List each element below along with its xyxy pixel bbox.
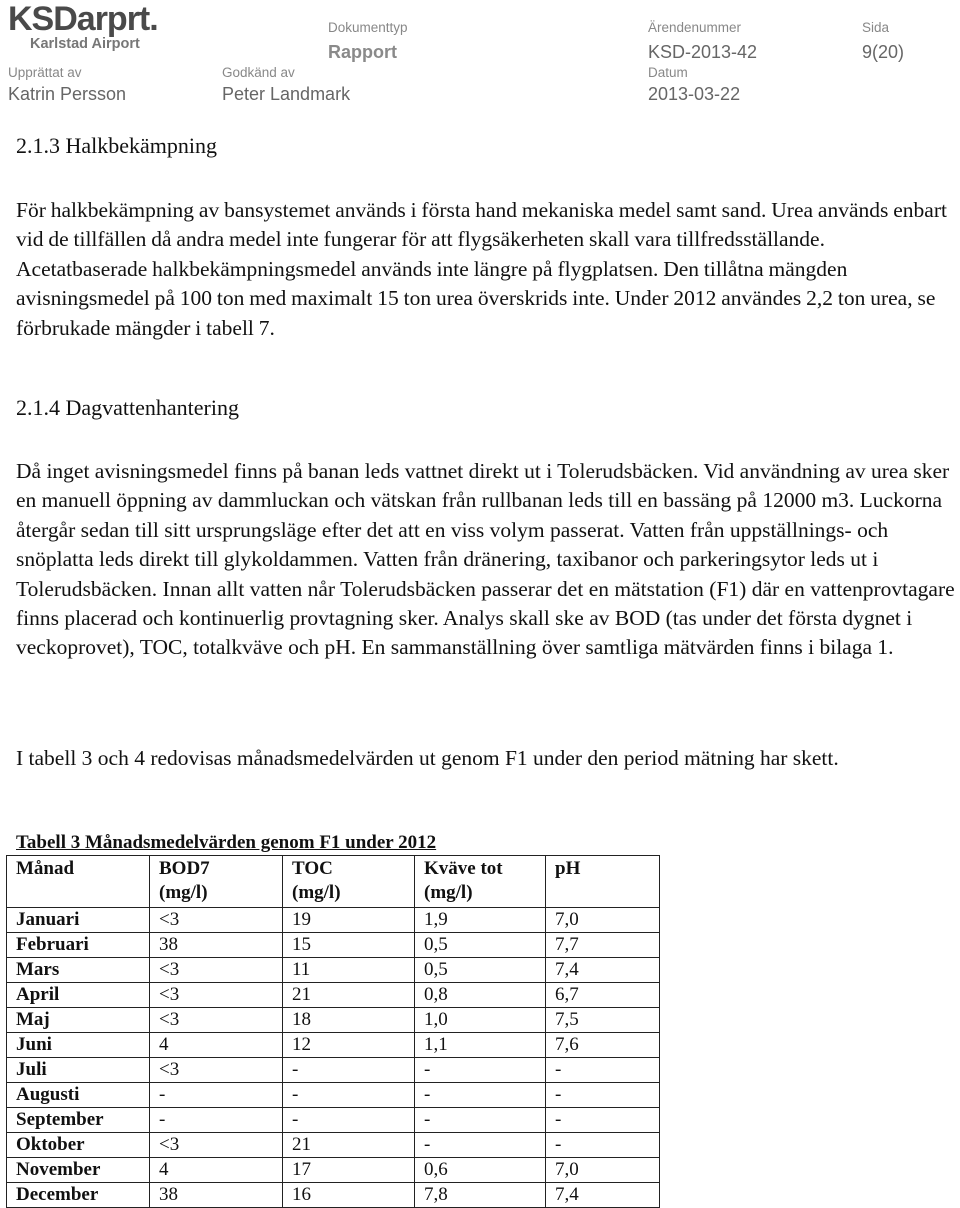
table-row <box>7 1058 660 1083</box>
cell-n: 0,5 <box>415 933 546 958</box>
section-paragraph-halkbekampning: För halkbekämpning av bansystemet används i första hand mekaniska medel samt sand. Urea används enbart vid de tillfällen då andra medel inte fungerar för att flygsäkerheten skall vara tillfredsställande. Acetatbaserade halkbekämpningsmedel används inte längre på flygplatsen. Den tillåtna mängden avisningsmedel på 100 ton med maximalt 15 ton urea överskrids inte. Under 2012 användes 2,2 ton urea, se förbrukade mängder i tabell 7. <box>16 198 947 340</box>
cell-month: November <box>7 1158 150 1183</box>
cell-ph: - <box>546 1133 660 1158</box>
cell-bod: 38 <box>150 1183 283 1208</box>
cell-bod: 4 <box>150 1033 283 1058</box>
cell-month: April <box>7 983 150 1008</box>
page-value: 9(20) <box>862 42 905 62</box>
table-header-row <box>7 856 660 908</box>
cell-toc: - <box>283 1058 415 1083</box>
cell-n: - <box>415 1133 546 1158</box>
cell-ph: 7,0 <box>546 1158 660 1183</box>
doc-type-value: Rapport <box>328 42 397 62</box>
cell-toc: 18 <box>283 1008 415 1033</box>
cell-month: Juni <box>7 1033 150 1058</box>
header-ph: pH <box>546 856 660 908</box>
cell-ph: 6,7 <box>546 983 660 1008</box>
table-row <box>7 933 660 958</box>
cell-ph: 7,6 <box>546 1033 660 1058</box>
cell-ph: 7,7 <box>546 933 660 958</box>
cell-toc: 12 <box>283 1033 415 1058</box>
cell-n: - <box>415 1083 546 1108</box>
section-paragraph-dagvattenhantering: Då inget avisningsmedel finns på banan leds vattnet direkt ut i Tolerudsbäcken. Vid användning av urea sker en manuell öppning av dammluckan och vätskan från rullbanan leds till en bassäng på 12000 m3. Luckorna återgår sedan till sitt ursprungsläge efter det att en viss volym passerat. Vatten från uppställnings- och snöplatta leds direkt till glykoldammen. Vatten från dränering, taxibanor och parkeringsytor leds ut i Tolerudsbäcken. Innan allt vatten når Tolerudsbäcken passerar det en mätstation (F1) där en vattenprovtagare finns placerad och kontinuerlig provtagning sker. Analys skall ske av BOD (tas under det första dygnet i veckoprovet), TOC, totalkväve och pH. En sammanställning över samtliga mätvärden finns i bilaga 1. <box>16 459 955 660</box>
page-label: Sida <box>862 20 890 35</box>
cell-bod: <3 <box>150 958 283 983</box>
logo <box>8 0 158 52</box>
table-row <box>7 983 660 1008</box>
cell-bod: - <box>150 1083 283 1108</box>
case-number-label: Ärendenummer <box>648 20 742 35</box>
cell-n: 1,1 <box>415 1033 546 1058</box>
cell-toc: 17 <box>283 1158 415 1183</box>
cell-month: December <box>7 1183 150 1208</box>
logo-main: KSDarprt. <box>8 0 158 38</box>
created-by-label: Upprättat av <box>8 65 82 80</box>
cell-n: - <box>415 1108 546 1133</box>
table-row <box>7 1183 660 1208</box>
cell-bod: <3 <box>150 983 283 1008</box>
header-toc: TOC (mg/l) <box>283 856 415 908</box>
created-by-value: Katrin Persson <box>8 84 127 104</box>
cell-month: Februari <box>7 933 150 958</box>
cell-bod: <3 <box>150 908 283 933</box>
header-bod: BOD7 (mg/l) <box>150 856 283 908</box>
table-row <box>7 1033 660 1058</box>
cell-toc: 11 <box>283 958 415 983</box>
cell-ph: 7,5 <box>546 1008 660 1033</box>
cell-month: September <box>7 1108 150 1133</box>
cell-n: 1,9 <box>415 908 546 933</box>
cell-month: Oktober <box>7 1133 150 1158</box>
cell-bod: - <box>150 1108 283 1133</box>
date-value: 2013-03-22 <box>648 84 741 104</box>
table-row <box>7 1008 660 1033</box>
cell-month: Maj <box>7 1008 150 1033</box>
table-row <box>7 908 660 933</box>
cell-toc: 21 <box>283 983 415 1008</box>
approved-by-label: Godkänd av <box>222 65 295 80</box>
cell-toc: 19 <box>283 908 415 933</box>
table-row <box>7 1083 660 1108</box>
cell-month: Augusti <box>7 1083 150 1108</box>
cell-ph: - <box>546 1108 660 1133</box>
table-row <box>7 1108 660 1133</box>
logo-sub: Karlstad Airport <box>30 36 140 52</box>
cell-month: Mars <box>7 958 150 983</box>
cell-bod: 38 <box>150 933 283 958</box>
cell-n: 0,5 <box>415 958 546 983</box>
case-number-value: KSD-2013-42 <box>648 42 758 62</box>
cell-ph: - <box>546 1083 660 1108</box>
table-caption: Tabell 3 Månadsmedelvärden genom F1 under 2012 <box>16 832 437 853</box>
cell-toc: - <box>283 1083 415 1108</box>
cell-n: 0,8 <box>415 983 546 1008</box>
cell-bod: 4 <box>150 1158 283 1183</box>
cell-month: Juli <box>7 1058 150 1083</box>
cell-bod: <3 <box>150 1008 283 1033</box>
header-nitrogen: Kväve tot (mg/l) <box>415 856 546 908</box>
cell-n: - <box>415 1058 546 1083</box>
cell-ph: 7,4 <box>546 958 660 983</box>
monthly-averages-table <box>6 855 660 1208</box>
approved-by-value: Peter Landmark <box>222 84 351 104</box>
cell-toc: 15 <box>283 933 415 958</box>
cell-ph: 7,4 <box>546 1183 660 1208</box>
section-heading-dagvattenhantering: 2.1.4 Dagvattenhantering <box>16 395 239 420</box>
cell-toc: 16 <box>283 1183 415 1208</box>
cell-bod: <3 <box>150 1133 283 1158</box>
section-paragraph-table-intro: I tabell 3 och 4 redovisas månadsmedelvärden ut genom F1 under den period mätning har skett. <box>16 746 839 770</box>
doc-type-label: Dokumenttyp <box>328 20 408 35</box>
cell-bod: <3 <box>150 1058 283 1083</box>
section-heading-halkbekampning: 2.1.3 Halkbekämpning <box>16 133 218 158</box>
cell-month: Januari <box>7 908 150 933</box>
header-month: Månad <box>7 856 150 908</box>
cell-toc: - <box>283 1108 415 1133</box>
cell-n: 1,0 <box>415 1008 546 1033</box>
cell-ph: - <box>546 1058 660 1083</box>
table-row <box>7 1158 660 1183</box>
cell-toc: 21 <box>283 1133 415 1158</box>
cell-n: 0,6 <box>415 1158 546 1183</box>
cell-n: 7,8 <box>415 1183 546 1208</box>
date-label: Datum <box>648 65 688 80</box>
cell-ph: 7,0 <box>546 908 660 933</box>
table-row <box>7 1133 660 1158</box>
table-row <box>7 958 660 983</box>
